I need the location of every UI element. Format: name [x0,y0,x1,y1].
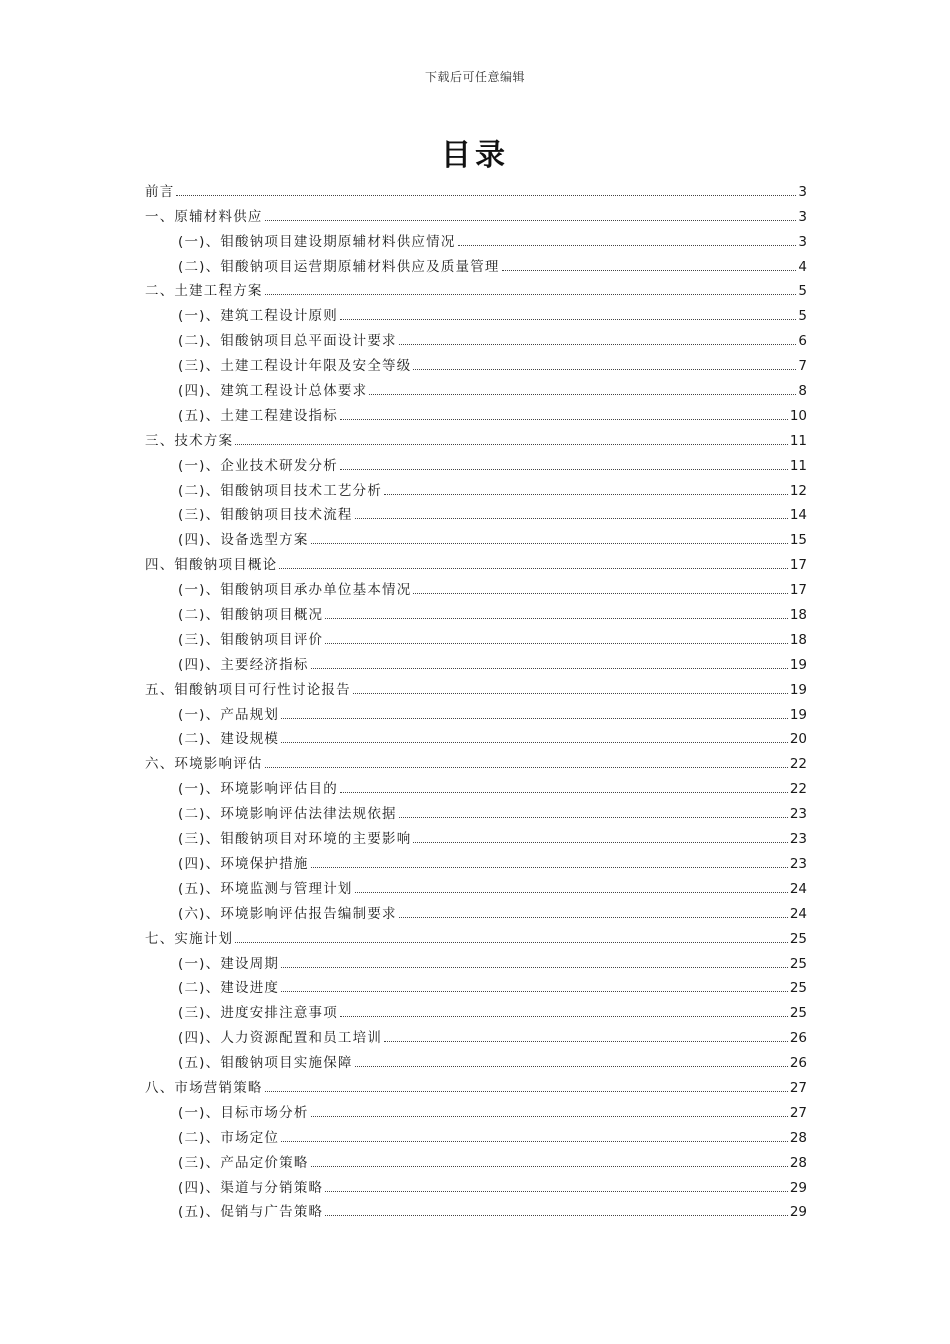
dot-leader [502,270,797,271]
dot-leader [325,1191,788,1192]
dot-leader [325,643,788,644]
toc-entry[interactable] [145,598,807,623]
toc-entry-label: (二)、钼酸钠项目概况 [178,607,324,624]
dot-leader [353,693,788,694]
dot-leader [340,469,788,470]
toc-entry[interactable] [145,573,807,598]
toc-entry-page-number: 25 [789,1005,807,1022]
dot-leader [413,842,787,843]
toc-entry[interactable] [145,772,807,797]
toc-entry-page-number: 3 [798,208,807,225]
toc-entry-label: (四)、主要经济指标 [178,656,309,673]
toc-entry[interactable] [145,275,807,300]
toc-entry-page-number: 25 [789,930,807,947]
dot-leader [281,718,788,719]
dot-leader [235,942,788,943]
toc-entry[interactable] [145,225,807,250]
toc-entry[interactable] [145,1146,807,1171]
toc-entry[interactable] [145,449,807,474]
toc-entry-label: (三)、钼酸钠项目技术流程 [178,507,353,524]
toc-entry-label: (四)、建筑工程设计总体要求 [178,383,368,400]
toc-entry[interactable] [145,349,807,374]
toc-entry-label: (三)、土建工程设计年限及安全等级 [178,358,412,375]
toc-entry-label: (四)、环境保护措施 [178,855,309,872]
dot-leader [311,543,788,544]
toc-entry-page-number: 11 [789,432,807,449]
toc-entry[interactable] [145,872,807,897]
toc-entry-page-number: 25 [789,955,807,972]
toc-entry-page-number: 24 [789,880,807,897]
toc-entry-page-number: 23 [789,831,807,848]
toc-entry-page-number: 10 [789,407,807,424]
dot-leader [413,369,796,370]
toc-entry[interactable] [145,1071,807,1096]
toc-entry-label: (一)、建筑工程设计原则 [178,308,338,325]
toc-entry-label: (四)、设备选型方案 [178,532,309,549]
toc-entry-page-number: 23 [789,855,807,872]
dot-leader [458,245,797,246]
toc-entry[interactable] [145,1196,807,1221]
dot-leader [235,444,788,445]
dot-leader [279,568,788,569]
dot-leader [369,394,796,395]
toc-entry[interactable] [145,623,807,648]
toc-entry-label: (一)、目标市场分析 [178,1104,309,1121]
toc-entry[interactable] [145,1021,807,1046]
toc-entry-label: 四、钼酸钠项目概论 [145,557,278,574]
toc-entry-page-number: 22 [789,756,807,773]
toc-entry-page-number: 3 [798,233,807,250]
dot-leader [399,344,797,345]
dot-leader [281,742,788,743]
toc-entry-page-number: 7 [798,358,807,375]
toc-entry[interactable] [145,1121,807,1146]
dot-leader [340,319,796,320]
toc-entry[interactable] [145,922,807,947]
toc-entry-label: 五、钼酸钠项目可行性讨论报告 [145,681,351,698]
toc-entry-label: (二)、建设规模 [178,731,280,748]
toc-entry-page-number: 18 [789,631,807,648]
dot-leader [340,792,788,793]
dot-leader [265,767,788,768]
toc-entry-label: (一)、环境影响评估目的 [178,781,338,798]
toc-entry[interactable] [145,648,807,673]
dot-leader [281,1141,788,1142]
toc-entry-label: 八、市场营销策略 [145,1079,263,1096]
toc-entry[interactable] [145,1046,807,1071]
dot-leader [265,294,797,295]
toc-entry-page-number: 3 [798,183,807,200]
dot-leader [281,967,788,968]
toc-entry-page-number: 14 [789,507,807,524]
toc-entry[interactable] [145,673,807,698]
toc-entry-page-number: 22 [789,781,807,798]
toc-entry[interactable] [145,474,807,499]
toc-entry-label: (一)、钼酸钠项目承办单位基本情况 [178,582,412,599]
dot-leader [311,1166,788,1167]
toc-entry[interactable] [145,200,807,225]
toc-entry-label: (一)、钼酸钠项目建设期原辅材料供应情况 [178,233,456,250]
toc-entry[interactable] [145,747,807,772]
toc-entry-label: (四)、渠道与分销策略 [178,1179,324,1196]
toc-entry-label: (二)、钼酸钠项目总平面设计要求 [178,333,397,350]
toc-entry-label: (五)、钼酸钠项目实施保障 [178,1055,353,1072]
toc-entry-label: (一)、产品规划 [178,706,280,723]
dot-leader [311,668,788,669]
dot-leader [311,867,788,868]
toc-entry-label: (五)、环境监测与管理计划 [178,880,353,897]
toc-entry-page-number: 19 [789,706,807,723]
dot-leader [355,892,788,893]
toc-entry-label: (三)、进度安排注意事项 [178,1005,338,1022]
dot-leader [399,817,788,818]
toc-entry[interactable] [145,523,807,548]
toc-entry[interactable] [145,847,807,872]
toc-entry-label: (二)、钼酸钠项目运营期原辅材料供应及质量管理 [178,258,500,275]
dot-leader [265,1091,788,1092]
dot-leader [340,1016,788,1017]
toc-entry-label: (一)、企业技术研发分析 [178,457,338,474]
toc-entry-label: 前言 [145,183,175,200]
toc-entry[interactable] [145,797,807,822]
dot-leader [311,1116,788,1117]
dot-leader [265,220,797,221]
toc-entry-label: 一、原辅材料供应 [145,208,263,225]
dot-leader [281,991,788,992]
toc-entry[interactable] [145,499,807,524]
toc-entry-label: 二、土建工程方案 [145,283,263,300]
toc-entry-page-number: 23 [789,806,807,823]
dot-leader [325,1215,788,1216]
dot-leader [325,618,788,619]
toc-entry[interactable] [145,996,807,1021]
toc-entry[interactable] [145,324,807,349]
toc-entry[interactable] [145,399,807,424]
toc-entry-page-number: 5 [798,308,807,325]
toc-entry-label: (五)、促销与广告策略 [178,1204,324,1221]
toc-entry[interactable] [145,698,807,723]
toc-entry-label: (三)、产品定价策略 [178,1154,309,1171]
toc-entry-label: 七、实施计划 [145,930,234,947]
toc-entry-label: (二)、钼酸钠项目技术工艺分析 [178,482,383,499]
toc-entry-label: (六)、环境影响评估报告编制要求 [178,905,397,922]
toc-entry[interactable] [145,175,807,200]
dot-leader [355,518,788,519]
toc-entry-page-number: 19 [789,656,807,673]
toc-entry-page-number: 12 [789,482,807,499]
header-note: 下载后可任意编辑 [424,70,525,84]
toc-entry[interactable] [145,723,807,748]
toc-entry[interactable] [145,1171,807,1196]
toc-entry-page-number: 29 [789,1204,807,1221]
toc-entry-page-number: 24 [789,905,807,922]
toc-entry-page-number: 28 [789,1129,807,1146]
toc-entry[interactable] [145,1096,807,1121]
toc-entry-label: (二)、建设进度 [178,980,280,997]
dot-leader [340,419,788,420]
toc-entry-page-number: 17 [789,557,807,574]
toc-entry-page-number: 27 [789,1079,807,1096]
toc-entry[interactable] [145,299,807,324]
toc-entry[interactable] [145,374,807,399]
table-of-contents [145,175,807,1220]
toc-entry-label: (一)、建设周期 [178,955,280,972]
toc-entry-page-number: 26 [789,1055,807,1072]
dot-leader [399,917,788,918]
toc-entry-page-number: 29 [789,1179,807,1196]
toc-entry[interactable] [145,548,807,573]
toc-entry-page-number: 17 [789,582,807,599]
dot-leader [384,494,788,495]
toc-entry[interactable] [145,972,807,997]
toc-entry-page-number: 11 [789,457,807,474]
toc-entry-label: 六、环境影响评估 [145,756,263,773]
toc-entry-page-number: 18 [789,607,807,624]
dot-leader [384,1041,788,1042]
toc-entry-page-number: 25 [789,980,807,997]
toc-entry-label: (四)、人力资源配置和员工培训 [178,1030,383,1047]
toc-entry-page-number: 4 [798,258,807,275]
toc-entry-label: (二)、环境影响评估法律法规依据 [178,806,397,823]
toc-entry[interactable] [145,947,807,972]
dot-leader [176,195,796,196]
toc-entry-page-number: 28 [789,1154,807,1171]
toc-entry-label: (三)、钼酸钠项目评价 [178,631,324,648]
toc-entry-page-number: 8 [798,383,807,400]
toc-entry-page-number: 5 [798,283,807,300]
toc-entry-label: (五)、土建工程建设指标 [178,407,338,424]
toc-entry-label: (三)、钼酸钠项目对环境的主要影响 [178,831,412,848]
toc-entry-page-number: 6 [798,333,807,350]
toc-entry-page-number: 15 [789,532,807,549]
toc-entry[interactable] [145,424,807,449]
toc-entry-label: 三、技术方案 [145,432,234,449]
toc-entry[interactable] [145,822,807,847]
toc-entry[interactable] [145,250,807,275]
toc-entry-page-number: 27 [789,1104,807,1121]
toc-entry[interactable] [145,897,807,922]
dot-leader [355,1066,788,1067]
dot-leader [413,593,787,594]
toc-entry-page-number: 19 [789,681,807,698]
toc-title: 目录 [441,138,509,173]
toc-entry-label: (二)、市场定位 [178,1129,280,1146]
toc-entry-page-number: 20 [789,731,807,748]
toc-entry-page-number: 26 [789,1030,807,1047]
